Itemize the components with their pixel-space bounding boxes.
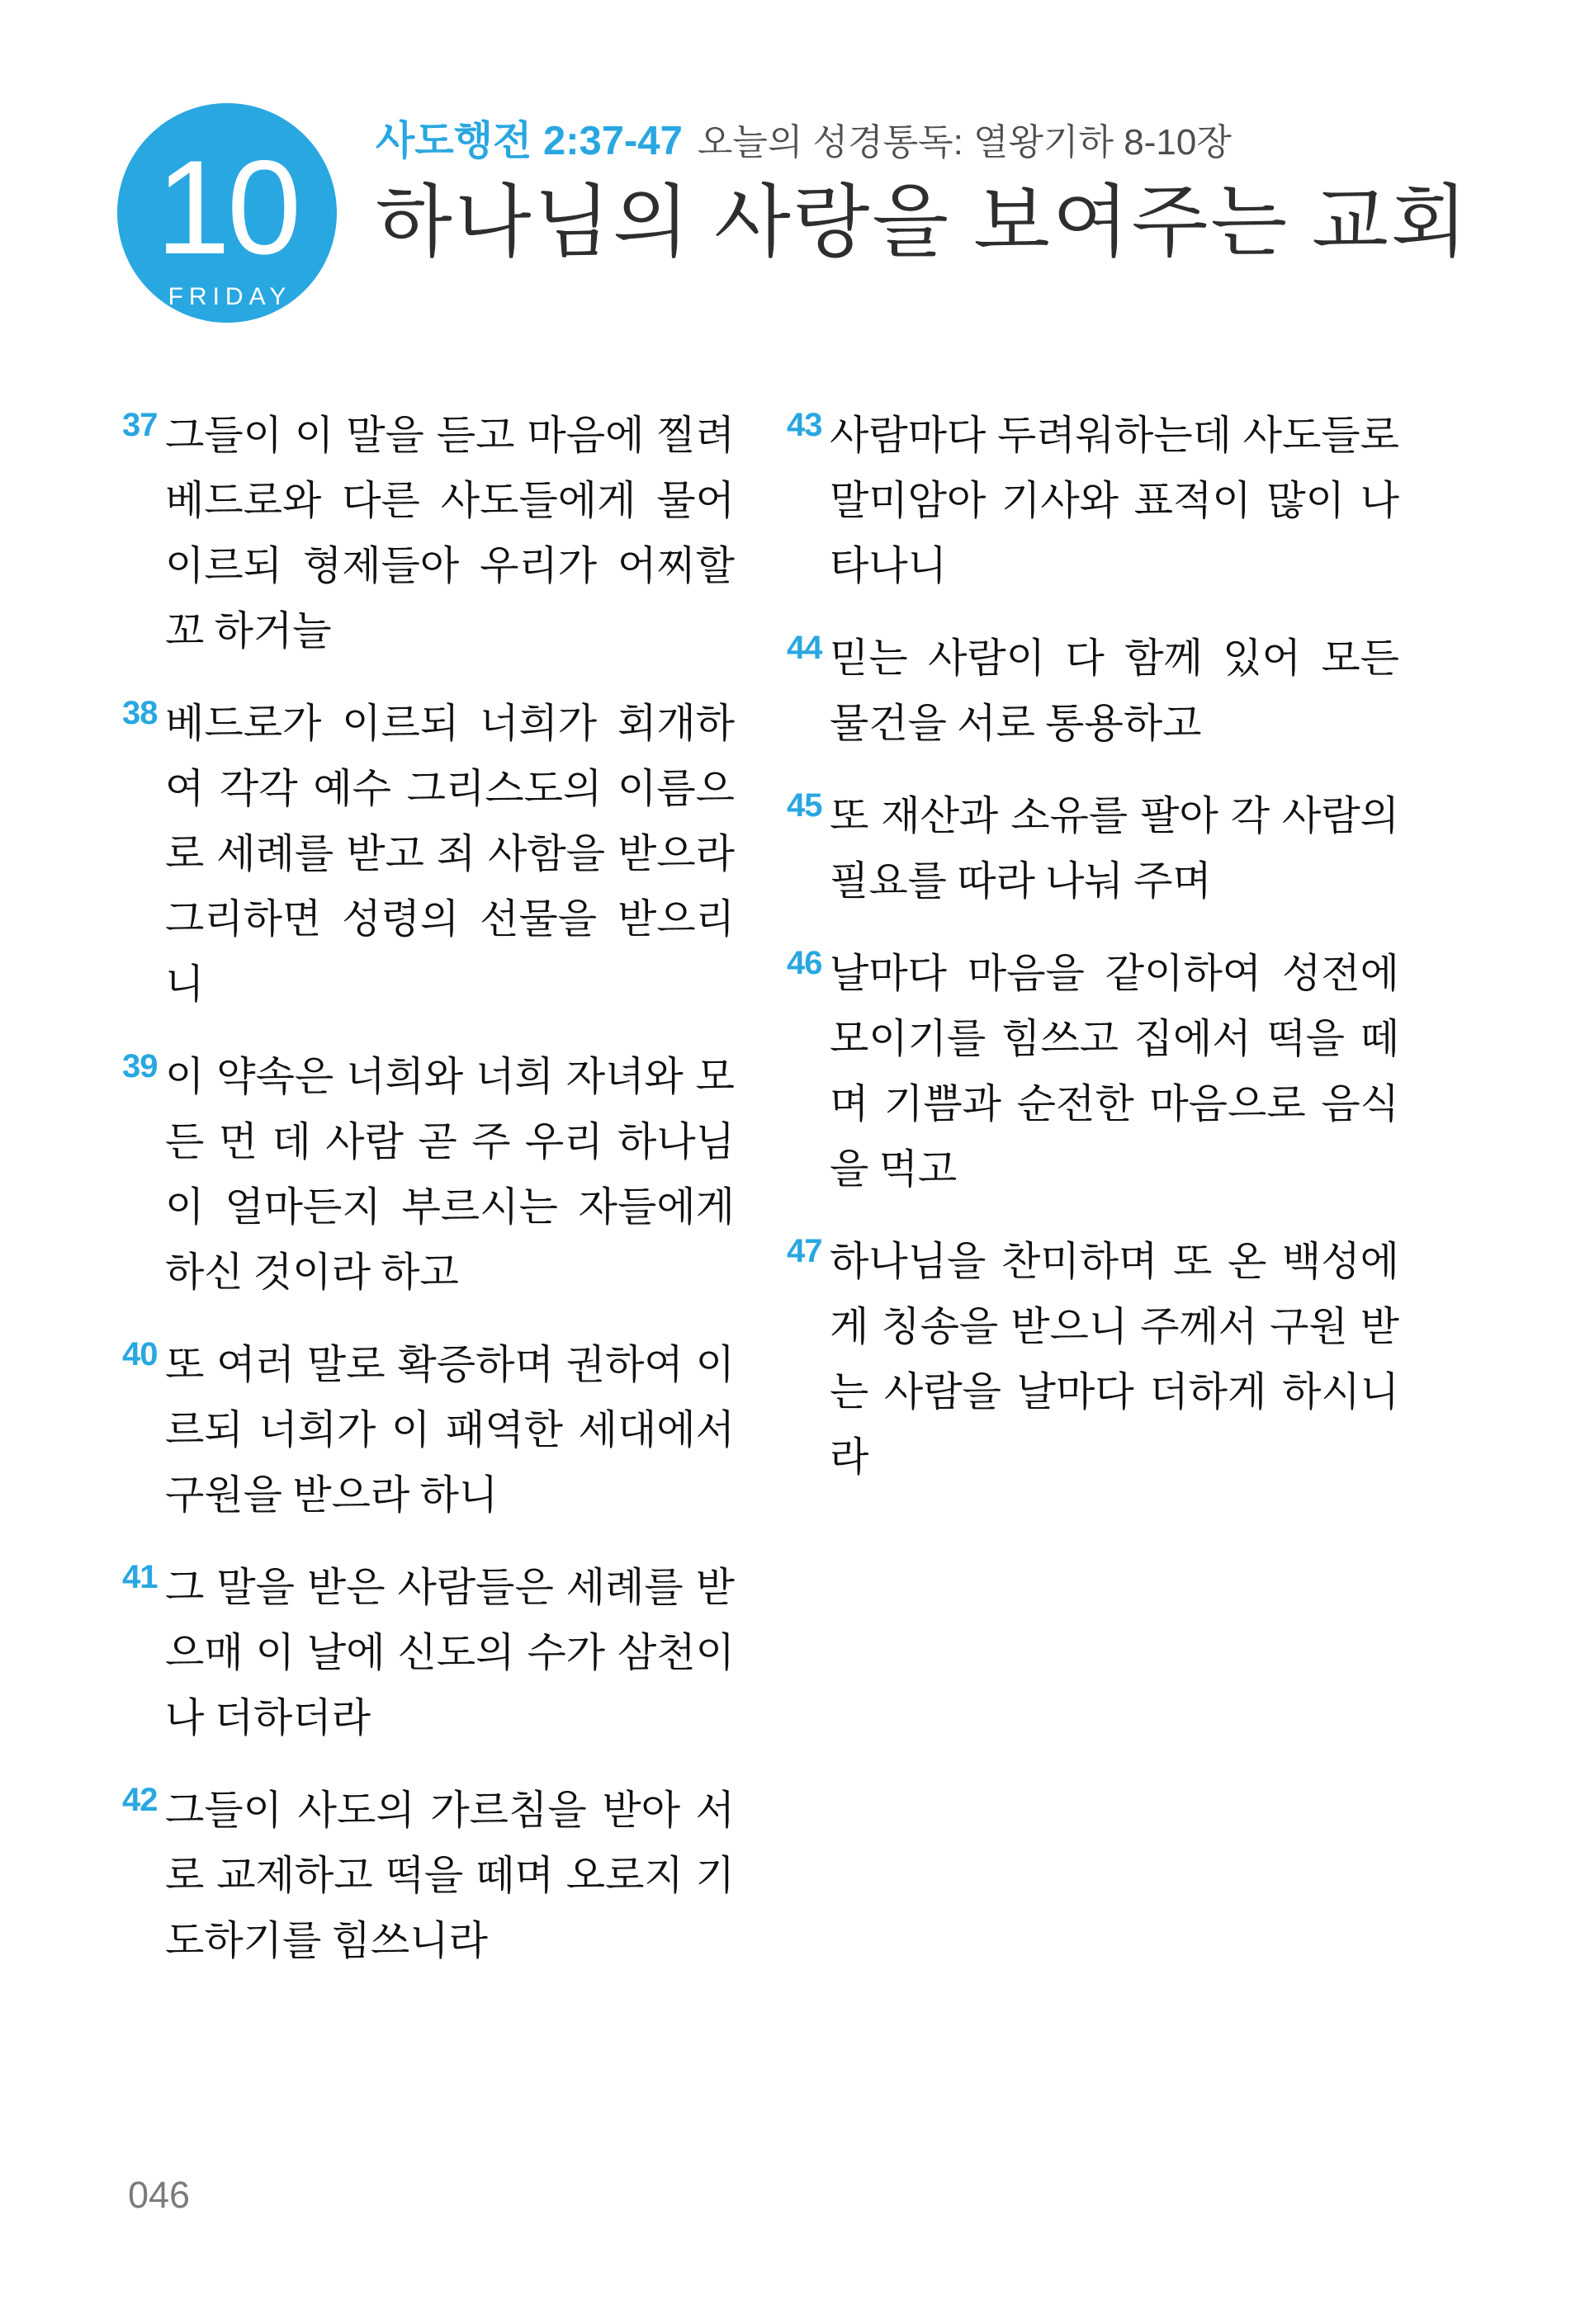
verse-line: 그리하면 성령의 선물을 받으리 bbox=[165, 896, 735, 942]
verse-number: 42 bbox=[122, 1782, 158, 1818]
verse-number: 43 bbox=[787, 407, 822, 443]
passage-reference: 사도행전 2:37-47 bbox=[376, 119, 683, 163]
verse-line: 그들이 이 말을 듣고 마음에 찔려 bbox=[165, 413, 735, 458]
verse-number: 41 bbox=[122, 1559, 158, 1595]
weekday-label: FRIDAY bbox=[168, 283, 292, 310]
verse-number: 37 bbox=[122, 407, 158, 443]
verse-line: 도하기를 힘쓰니라 bbox=[165, 1918, 488, 1963]
verse-line: 게 칭송을 받으니 주께서 구원 받 bbox=[830, 1304, 1399, 1349]
daily-reading-plan: 오늘의 성경통독: 열왕기하 8-10장 bbox=[697, 122, 1232, 163]
verse bbox=[787, 941, 1399, 1202]
verse-line: 그 말을 받은 사람들은 세례를 받 bbox=[165, 1565, 735, 1610]
page-title: 하나님의 사랑을 보여주는 교회 bbox=[376, 178, 1470, 267]
verse-line: 말미암아 기사와 표적이 많이 나 bbox=[830, 478, 1399, 523]
page-header bbox=[376, 117, 1470, 266]
reference-line bbox=[376, 117, 1470, 167]
verse bbox=[122, 1044, 735, 1305]
verse-line: 타나니 bbox=[830, 543, 948, 588]
verse-line: 니 bbox=[165, 961, 205, 1007]
verse-line: 는 사람을 날마다 더하게 하시니 bbox=[830, 1369, 1399, 1415]
verse-line: 베드로가 이르되 너희가 회개하 bbox=[165, 701, 735, 746]
verse-line: 그들이 사도의 가르침을 받아 서 bbox=[165, 1788, 735, 1833]
page-number: 046 bbox=[128, 2174, 191, 2216]
verse-line: 하신 것이라 하고 bbox=[165, 1249, 459, 1295]
verse bbox=[787, 626, 1399, 756]
verse bbox=[122, 1555, 735, 1750]
verse-line: 구원을 받으라 하니 bbox=[165, 1472, 499, 1518]
verse bbox=[122, 1332, 735, 1528]
verse-line: 을 먹고 bbox=[830, 1146, 958, 1192]
verse bbox=[122, 403, 735, 664]
day-badge bbox=[117, 103, 337, 323]
verse-line: 믿는 사람이 다 함께 있어 모든 bbox=[830, 635, 1399, 681]
verse bbox=[122, 1778, 735, 1973]
verse-line: 물건을 서로 통용하고 bbox=[830, 701, 1202, 746]
verse-line: 이 얼마든지 부르시는 자들에게 bbox=[165, 1184, 735, 1230]
verse bbox=[122, 691, 735, 1017]
verse-number: 45 bbox=[787, 787, 822, 824]
verse-column-right bbox=[787, 403, 1399, 1517]
verse-line: 든 먼 데 사람 곧 주 우리 하나님 bbox=[165, 1119, 735, 1164]
day-number: 10 bbox=[155, 133, 299, 282]
verse bbox=[787, 1229, 1399, 1490]
verse-line: 모이기를 힘쓰고 집에서 떡을 떼 bbox=[830, 1016, 1399, 1061]
verse-number: 39 bbox=[122, 1048, 158, 1084]
verse-line: 으매 이 날에 신도의 수가 삼천이 bbox=[165, 1630, 735, 1675]
verse-line: 며 기쁨과 순전한 마음으로 음식 bbox=[830, 1081, 1399, 1127]
verse-line: 또 재산과 소유를 팔아 각 사람의 bbox=[830, 793, 1399, 838]
verse-column-left bbox=[122, 403, 735, 2000]
verse-line: 르되 너희가 이 패역한 세대에서 bbox=[165, 1407, 735, 1452]
verse bbox=[787, 783, 1399, 914]
verse bbox=[787, 403, 1399, 598]
verse-line: 여 각각 예수 그리스도의 이름으 bbox=[165, 766, 735, 811]
verse-line: 이 약속은 너희와 너희 자녀와 모 bbox=[165, 1054, 735, 1099]
verse-line: 날마다 마음을 같이하여 성전에 bbox=[830, 951, 1399, 996]
verse-line: 사람마다 두려워하는데 사도들로 bbox=[830, 413, 1399, 458]
verse-line: 라 bbox=[830, 1434, 869, 1480]
verse-number: 40 bbox=[122, 1336, 158, 1372]
verse-line: 필요를 따라 나눠 주며 bbox=[830, 858, 1212, 904]
verse-number: 46 bbox=[787, 945, 822, 981]
verse-line: 이르되 형제들아 우리가 어찌할 bbox=[165, 543, 735, 588]
verse-line: 로 교제하고 떡을 떼며 오로지 기 bbox=[165, 1853, 735, 1898]
verse-line: 하나님을 찬미하며 또 온 백성에 bbox=[830, 1239, 1399, 1284]
verse-number: 44 bbox=[787, 630, 822, 666]
verse-line: 베드로와 다른 사도들에게 물어 bbox=[165, 478, 735, 523]
verse-number: 47 bbox=[787, 1233, 822, 1269]
verse-line: 나 더하더라 bbox=[165, 1695, 371, 1741]
verse-number: 38 bbox=[122, 695, 158, 731]
verse-line: 또 여러 말로 확증하며 권하여 이 bbox=[165, 1342, 735, 1387]
verse-line: 꼬 하거늘 bbox=[165, 608, 332, 654]
verse-line: 로 세례를 받고 죄 사함을 받으라 bbox=[165, 831, 735, 876]
